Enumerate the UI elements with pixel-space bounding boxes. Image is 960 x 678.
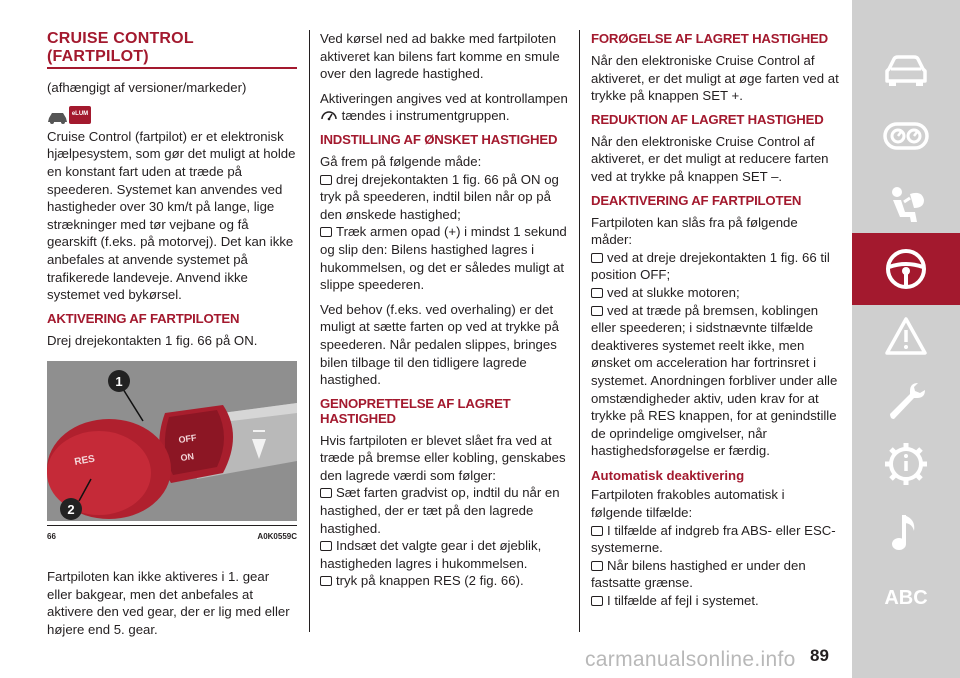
figure-caption [47, 525, 297, 546]
bullet-icon [320, 488, 332, 498]
version-note: (afhængigt af versioner/markeder) [47, 80, 247, 96]
bullet-icon [320, 227, 332, 237]
downhill-paragraph: Ved kørsel ned ad bakke med fartpiloten aktiveret kan bilens fart komme en smule over den lagrede hastighed. [320, 31, 560, 82]
deact-intro: Fartpiloten kan slås fra på følgende måder: [591, 214, 798, 248]
indicator-text-a: Aktiveringen angives ved at kontrollampen [320, 90, 568, 106]
nav-safety[interactable] [852, 170, 960, 242]
auto-bullet-1: I tilfælde af indgreb fra ABS- eller ESC-systemerne. [591, 522, 836, 556]
deactivation-paragraph [591, 214, 839, 460]
version-icons [47, 104, 297, 126]
wrench-icon [884, 379, 928, 423]
nav-driving[interactable] [852, 233, 960, 305]
car-front-icon [47, 108, 69, 126]
steering-wheel-icon [884, 247, 928, 291]
bullet-icon [320, 175, 332, 185]
figure-66 [47, 361, 297, 521]
column-divider-1 [309, 30, 310, 632]
column-1 [47, 30, 297, 645]
nav-emergency[interactable] [852, 300, 960, 372]
warning-triangle-icon [884, 316, 928, 356]
deact-bullet-3: ved at træde på bremsen, koblingen eller speederen; i sidstnævnte tilfælde deaktiveres systemet reelt ikke, men ønsket om acceleration har fortrinsret i systemet. Anordningen forbliver under alle omstændigheder aktiv, uden krav for at trykke på RES knappen, for at genindstille de oprindelige omgivelser, når hastighedsforøgelse er færdig. [591, 302, 838, 459]
auto-bullet-3: I tilfælde af fejl i systemet. [607, 593, 759, 609]
callout-1: 1 [115, 374, 123, 390]
heading-deactivation: DEAKTIVERING AF FARTPILOTEN [591, 192, 802, 208]
nav-car[interactable] [852, 34, 960, 106]
set-bullet-2: Træk armen opad (+) i mindst 1 sekund og slip den: Bilens hastighed lagres i hukommelsen, og det er således muligt at slippe speederen. [320, 224, 567, 293]
bullet-icon [320, 541, 332, 551]
column-3 [591, 30, 839, 617]
overtake-paragraph: Ved behov (f.eks. ved overhaling) er det muligt at sætte farten op ved at trykke på speederen. Når pedalen slippes, bringes bilen tilbage til den tidligere lagrede hastighed. [320, 301, 559, 388]
cruise-control-lever-illustration [47, 361, 297, 521]
gear-note: Fartpiloten kan ikke aktiveres i 1. gear eller bakgear, men det anbefales at aktivere den ved gear, der er lig med eller højere end 5. gear. [47, 568, 290, 637]
set-intro: Gå frem på følgende måde: drej drejekontakten 1 fig. 66 på ON og tryk på speederen, indtil bilen når op på den ønskede hastighed; Træk armen opad (+) i mindst 1 sekund og slip den: Bilens hastighed lagres i hukommelsen, og det er således muligt at slippe speederen. [320, 153, 567, 293]
nav-index[interactable] [852, 562, 960, 634]
nav-maintenance[interactable] [852, 365, 960, 437]
column-divider-2 [579, 30, 580, 632]
car-icon [883, 53, 929, 87]
nav-technical-data[interactable] [852, 428, 960, 500]
cruise-control-warning-light-icon [320, 108, 338, 122]
chapter-sidebar [852, 0, 960, 678]
figure-code: A0K0559C [257, 532, 297, 542]
bullet-icon [591, 526, 603, 536]
restore-paragraph [320, 432, 568, 590]
knob-label-res: RES [73, 453, 96, 469]
heading-activation: AKTIVERING AF FARTPILOTEN [47, 310, 240, 326]
technical-data-gear-icon [883, 441, 929, 487]
callout-2: 2 [67, 502, 75, 518]
auto-paragraph [591, 486, 839, 609]
page-number: 89 [810, 646, 829, 665]
restore-bullet-1: Sæt farten gradvist op, indtil du når en hastighed, der er tæt på den lagrede hastighed. [320, 485, 560, 536]
abc-index-icon: ABC [884, 586, 928, 609]
bullet-icon [591, 253, 603, 263]
bullet-icon [591, 561, 603, 571]
deact-bullet-1: ved at dreje drejekontakten 1 fig. 66 til position OFF; [591, 249, 830, 283]
heading-reduce: REDUKTION AF LAGRET HASTIGHED [591, 111, 824, 127]
reduce-paragraph: Når den elektroniske Cruise Control af aktiveret, er det muligt at reducere farten ved at trykke på knappen SET –. [591, 133, 829, 184]
auto-bullet-2: Når bilens hastighed er under den fastsatte grænse. [591, 557, 806, 591]
heading-auto-deactivation: Automatisk deaktivering [591, 467, 745, 483]
heading-restore: GENOPRETTELSE AF LAGRET HASTIGHED [320, 395, 511, 426]
nav-instruments[interactable] [852, 100, 960, 172]
heading-increase: FORØGELSE AF LAGRET HASTIGHED [591, 31, 828, 46]
increase-paragraph: Når den elektroniske Cruise Control af aktiveret, er det muligt at øge farten ved at trykke på knappen SET +. [591, 53, 839, 104]
page-title: CRUISE CONTROL (FARTPILOT) [47, 30, 297, 69]
bullet-icon [591, 288, 603, 298]
figure-number: 66 [47, 532, 56, 542]
restore-bullet-3: tryk på knappen RES (2 fig. 66). [336, 573, 524, 589]
heading-set-speed: INDSTILLING AF ØNSKET HASTIGHED [320, 131, 558, 147]
restore-intro: Hvis fartpiloten er blevet slået fra ved at træde på bremse eller kobling, genskabes den lagrede værdi som følger: [320, 432, 566, 483]
ring-label-on: ON [179, 451, 195, 464]
seat-airbag-icon [884, 184, 928, 228]
indicator-paragraph [320, 90, 568, 125]
music-note-icon [886, 511, 926, 555]
intro-paragraph: Cruise Control (fartpilot) er et elektronisk hjælpesystem, som gør det muligt at holde en konstant fart uden at træde på speederen. Systemet kan anvendes ved hastigheder over 30 km/t på lange, lige strækninger med tør vejbane og få gearskift (f.eks. på motorvej). Det kan ikke anbefales at anvende systemet på trafikerede landeveje. Anvend ikke systemet ved bykørsel. [47, 128, 296, 303]
column-2 [320, 30, 568, 597]
activation-text: Drej drejekontakten 1 fig. 66 på ON. [47, 332, 258, 348]
restore-bullet-2: Indsæt det valgte gear i det øjeblik, hastigheden lagres i hukommelsen. [320, 538, 542, 571]
deact-bullet-2: ved at slukke motoren; [607, 284, 740, 300]
bullet-icon [591, 596, 603, 606]
bullet-icon [591, 306, 603, 316]
ring-label-off: OFF [177, 432, 198, 446]
dashboard-gauges-icon [883, 121, 929, 151]
elum-badge: eLUM [69, 106, 91, 124]
nav-multimedia[interactable] [852, 497, 960, 569]
watermark: carmanualsonline.info [585, 648, 796, 671]
bullet-icon [320, 576, 332, 586]
set-bullet-1: drej drejekontakten 1 fig. 66 på ON og tryk på speederen, indtil bilen når op på den ønskede hastighed; [320, 171, 559, 222]
auto-intro: Fartpiloten frakobles automatisk i følgende tilfælde: [591, 487, 785, 521]
indicator-text-b: tændes i instrumentgruppen. [341, 108, 510, 124]
